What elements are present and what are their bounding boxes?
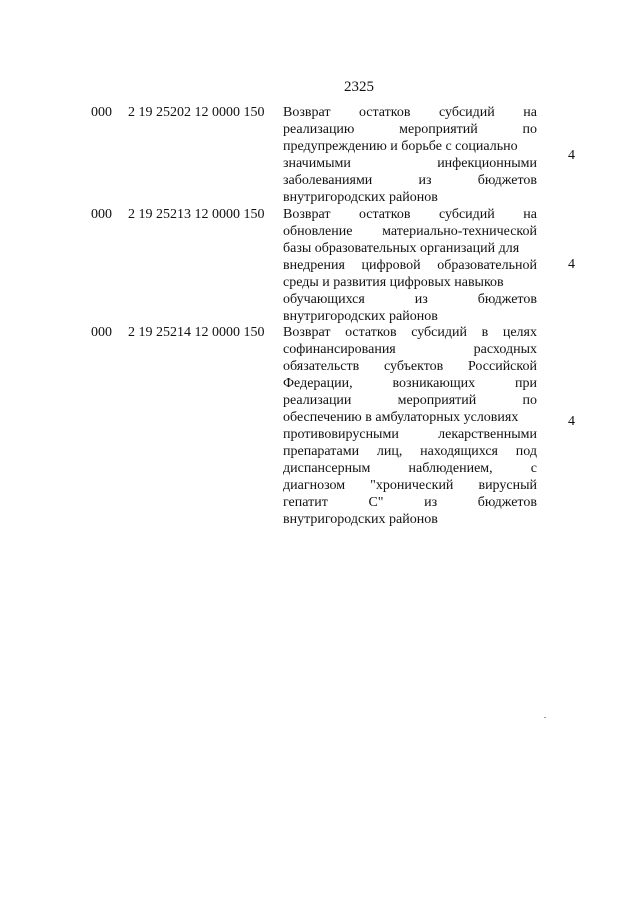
description-line	[283, 257, 537, 274]
description-line	[283, 308, 537, 325]
description-line	[283, 375, 537, 392]
description-word: субъектов	[384, 359, 444, 374]
description-word: обязательств	[283, 359, 360, 374]
description-line	[283, 172, 537, 189]
description-word: возникающих	[392, 376, 476, 391]
budget-classification-code: 2 19 25202 12 0000 150	[128, 105, 265, 120]
description-line	[283, 291, 537, 308]
description-word: субсидий	[411, 325, 467, 340]
scan-speck	[544, 717, 546, 718]
row-description	[283, 104, 537, 206]
description-word: Возврат	[283, 207, 331, 222]
description-word: при	[515, 376, 537, 391]
description-word: из	[424, 495, 438, 510]
description-word: субсидий	[438, 105, 495, 120]
description-line	[283, 494, 537, 511]
description-word: реализации	[283, 393, 352, 408]
description-word: мероприятий	[399, 122, 478, 137]
description-word: С"	[368, 495, 384, 510]
description-word: диагнозом	[283, 478, 346, 493]
description-word: в	[481, 325, 489, 340]
description-word: инфекционными	[437, 156, 537, 171]
description-word: препаратами	[283, 444, 360, 459]
admin-code: 000	[91, 325, 112, 340]
description-line	[283, 206, 537, 223]
description-word: образовательной	[437, 258, 537, 273]
description-word: лекарственными	[438, 427, 537, 442]
description-line	[283, 511, 537, 528]
description-word: лиц,	[376, 444, 403, 459]
description-line	[283, 443, 537, 460]
description-word: гепатит	[283, 495, 328, 510]
description-word: цифровой	[361, 258, 421, 273]
description-word: Федерации,	[283, 376, 353, 391]
row-value: 4	[568, 148, 575, 163]
budget-classification-code: 2 19 25213 12 0000 150	[128, 207, 265, 222]
row-value: 4	[568, 257, 575, 272]
description-word: остатков	[358, 105, 411, 120]
description-word: субсидий	[438, 207, 495, 222]
description-line	[283, 240, 537, 257]
description-word: значимыми	[283, 156, 351, 171]
description-line	[283, 358, 537, 375]
description-word: обеспечению в амбулаторных условиях	[283, 410, 519, 425]
description-word: мероприятий	[397, 393, 477, 408]
description-word: предупреждению и борьбе с социально	[283, 139, 518, 154]
description-line	[283, 138, 537, 155]
description-line	[283, 392, 537, 409]
description-line	[283, 155, 537, 172]
admin-code: 000	[91, 207, 112, 222]
page-number: 2325	[344, 79, 374, 95]
description-word: на	[523, 105, 537, 120]
description-line	[283, 409, 537, 426]
description-word: наблюдением,	[408, 461, 493, 476]
description-word: среды и развития цифровых навыков	[283, 275, 504, 290]
description-line	[283, 223, 537, 240]
budget-classification-code: 2 19 25214 12 0000 150	[128, 325, 265, 340]
description-line	[283, 426, 537, 443]
description-word: находящихся	[420, 444, 498, 459]
description-word: диспансерным	[283, 461, 371, 476]
description-line	[283, 324, 537, 341]
description-line	[283, 477, 537, 494]
description-word: Возврат	[283, 105, 331, 120]
description-line	[283, 189, 537, 206]
description-word: реализацию	[283, 122, 355, 137]
description-word: Российской	[467, 359, 537, 374]
description-word: базы образовательных организаций для	[283, 241, 520, 256]
description-word: "хронический	[370, 478, 454, 493]
admin-code: 000	[91, 105, 112, 120]
description-word: под	[515, 444, 537, 459]
description-word: из	[414, 292, 428, 307]
description-line	[283, 104, 537, 121]
description-word: целях	[502, 325, 537, 340]
description-word: бюджетов	[477, 173, 537, 188]
description-line	[283, 274, 537, 291]
description-word: внутригородских районов	[283, 190, 438, 205]
description-word: по	[522, 122, 537, 137]
description-word: с	[530, 461, 537, 476]
description-word: по	[522, 393, 537, 408]
description-word: вирусный	[478, 478, 537, 493]
row-value: 4	[568, 414, 575, 429]
description-word: обновление	[283, 224, 353, 239]
description-word: бюджетов	[477, 495, 537, 510]
description-line	[283, 121, 537, 138]
description-word: остатков	[345, 325, 397, 340]
description-word: из	[418, 173, 432, 188]
description-word: внедрения	[283, 258, 345, 273]
description-word: расходных	[473, 342, 537, 357]
description-word: заболеваниями	[283, 173, 373, 188]
description-line	[283, 341, 537, 358]
description-word: внутригородских районов	[283, 309, 438, 324]
description-line	[283, 460, 537, 477]
description-word: остатков	[358, 207, 411, 222]
description-word: софинансирования	[283, 342, 396, 357]
row-description	[283, 206, 537, 325]
description-word: внутригородских районов	[283, 512, 438, 527]
description-word: на	[523, 207, 537, 222]
description-word: Возврат	[283, 325, 331, 340]
row-description	[283, 324, 537, 528]
description-word: материально-технической	[382, 224, 537, 239]
description-word: обучающихся	[283, 292, 365, 307]
description-word: бюджетов	[477, 292, 537, 307]
description-word: противовирусными	[283, 427, 399, 442]
